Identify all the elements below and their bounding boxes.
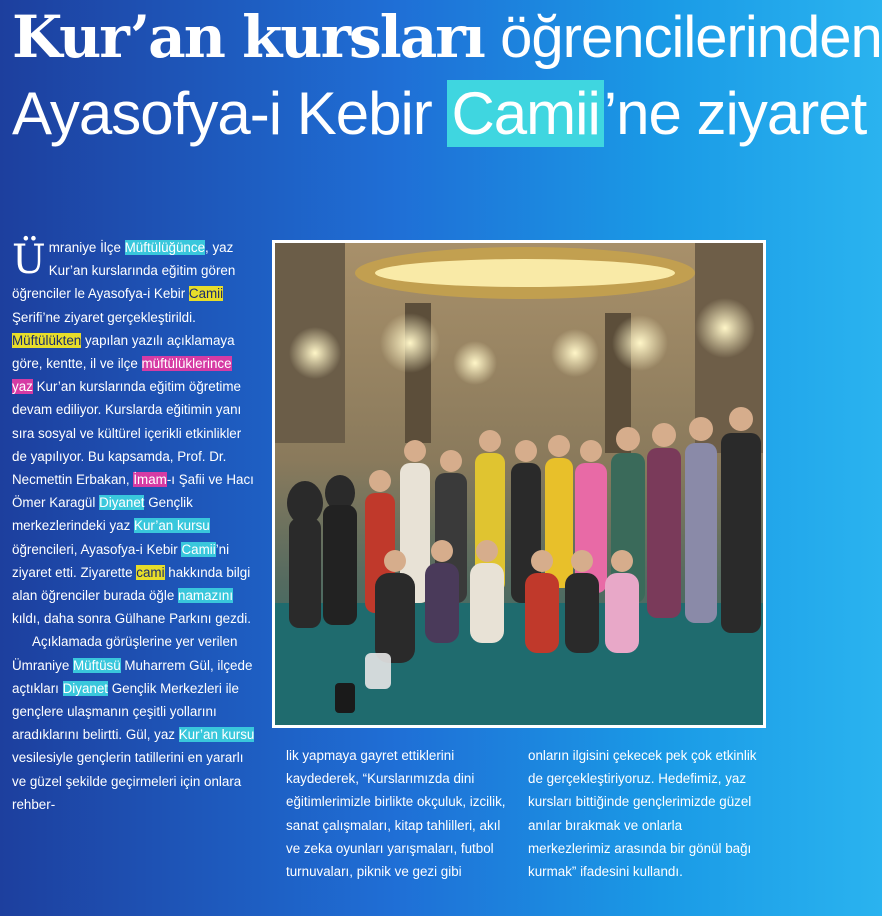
- group-photo: [272, 240, 766, 728]
- text-run: yapılan yazılı açıklamaya göre, kentte, il ve ilçe: [12, 332, 235, 372]
- highlighted-word: Kur’an kursu: [178, 727, 255, 743]
- text-run: Gençlik merkezlerindeki yaz: [12, 495, 193, 534]
- highlighted-word: Müftüsü: [73, 657, 121, 673]
- dropcap: Ü: [12, 237, 46, 283]
- paragraph-2: [12, 630, 256, 816]
- text-run: hakkında bilgi alan öğrenciler burada öğle: [12, 564, 251, 604]
- highlighted-word: müftülüklerince yaz: [12, 356, 232, 395]
- group-photo-illustration: [275, 243, 763, 725]
- headline-line-1: [12, 3, 882, 71]
- highlighted-word: Camii: [181, 541, 216, 557]
- headline-line-2: [12, 80, 867, 147]
- text-run: Açıklamada görüşlerine yer verilen Ümraniye: [12, 634, 238, 673]
- article-column-3: [528, 744, 768, 883]
- highlighted-word: namazını: [178, 588, 234, 604]
- text-run: kıldı, daha sonra Gülhane Parkını gezdi.: [12, 611, 251, 627]
- text-run: Şerifi’ne ziyaret gerçekleştirildi.: [12, 309, 196, 325]
- highlighted-word: Camii: [188, 286, 224, 302]
- text-run: mraniye İlçe: [48, 240, 125, 255]
- text-run: öğrencileri, Ayasofya-i Kebir: [12, 541, 182, 557]
- text-run: Muharrem Gül, ilçede açtıkları: [12, 657, 253, 696]
- headline-thin: öğrencilerinden: [500, 5, 882, 70]
- text-run: , yaz Kur’an kurslarında eğitim gören öğrenciler le Ayasofya-i Kebir: [12, 240, 236, 302]
- headline-line2-pre: Ayasofya-i Kebir: [12, 80, 448, 147]
- headline-highlight: Camii: [447, 80, 603, 147]
- highlighted-word: cami: [136, 564, 165, 580]
- text-run: ’ni ziyaret etti. Ziyarette: [12, 541, 230, 580]
- paragraph-3: lik yapmaya gayret ettiklerini kaydederek, “Kurslarımızda dini eğitimlerimizle birlikte okçuluk, izcilik, sanat çalışmaları, kitap tahlilleri, akıl ve zeka oyunları yarışmaları, futbol turnuvaları, piknik ve gezi gibi: [286, 748, 506, 880]
- headline-line2-post: ’ne ziyaret: [603, 80, 867, 147]
- text-run: -ı Şafii ve Hacı Ömer Karagül: [12, 472, 254, 511]
- article-column-1: [12, 236, 256, 816]
- highlighted-word: Diyanet: [99, 495, 145, 511]
- article-column-2: [286, 744, 512, 883]
- highlighted-word: Müftülükten: [12, 332, 82, 348]
- text-run: Kur’an kurslarında eğitim öğretime devam ediliyor. Kurslarda eğitimin yanı sıra sosyal ve kültürel içerikli etkinlikler de yapılıyor. Bu kapsamda, Prof. Dr. Necmettin Erbakan,: [12, 379, 242, 488]
- highlighted-word: İmam: [133, 472, 167, 488]
- text-run: vesilesiyle gençlerin tatillerini en yararlı ve güzel şekilde geçirmeleri için onlara rehber-: [12, 750, 244, 812]
- paragraph-4: onların ilgisini çekecek pek çok etkinlik de gerçekleştiriyoruz. Hedefimiz, yaz kursları bittiğinde gençlerimizde güzel anılar bırakmak ve onlarla merkezlerimiz arasında bir gönül bağı kurmak” ifadesini kullandı.: [528, 748, 757, 880]
- text-run: Gençlik Merkezleri ile gençlere ulaşmanın çeşitli yollarını aradıklarını belirtti. Gül, yaz: [12, 680, 239, 743]
- headline-bold: Kur’an kursları: [12, 3, 484, 71]
- highlighted-word: Müftülüğünce: [124, 240, 206, 255]
- highlighted-word: Kur’an kursu: [134, 518, 210, 534]
- highlighted-word: Diyanet: [62, 680, 109, 696]
- paragraph-1: [12, 236, 256, 630]
